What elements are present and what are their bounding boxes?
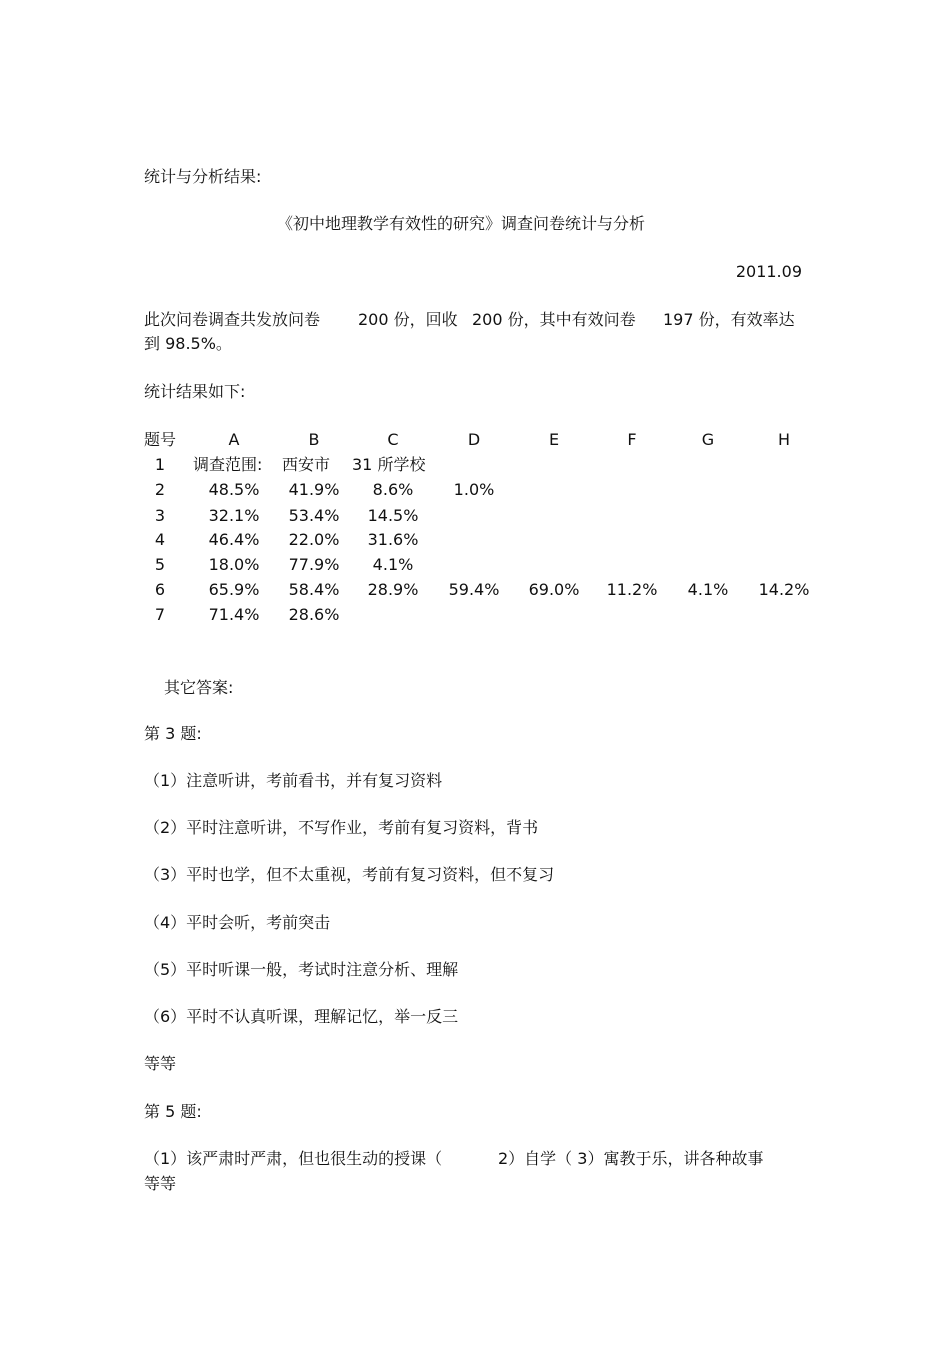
table-header-cell: D: [467, 430, 481, 449]
table-cell: 22.0%: [288, 530, 340, 549]
table-cell: 7: [154, 605, 166, 624]
table-cell: 西安市: [282, 455, 331, 474]
table-cell: 18.0%: [208, 555, 260, 574]
table-cell: 1: [154, 455, 166, 474]
question-5-label: 第 5 题:: [144, 1102, 202, 1121]
etc-text: 等等: [144, 1174, 177, 1193]
etc-text: 等等: [144, 1054, 177, 1073]
table-cell: 46.4%: [208, 530, 260, 549]
answer-item: （2）平时注意听讲，不写作业，考前有复习资料，背书: [144, 818, 539, 837]
answer-item: （5）平时听课一般，考试时注意分析、理解: [144, 960, 459, 979]
answer-item: （3）平时也学，但不太重视，考前有复习资料，但不复习: [144, 865, 555, 884]
table-cell: 4.1%: [372, 555, 414, 574]
table-cell: 53.4%: [288, 506, 340, 525]
table-cell: 31.6%: [367, 530, 419, 549]
table-cell: 77.9%: [288, 555, 340, 574]
table-cell: 28.6%: [288, 605, 340, 624]
intro-part: 200 份，其中有效问卷: [472, 310, 636, 329]
table-header-cell: B: [308, 430, 320, 449]
table-cell: 11.2%: [606, 580, 658, 599]
table-header-cell: 题号: [144, 430, 177, 449]
table-header-cell: C: [387, 430, 399, 449]
intro-line-2: 到 98.5%。: [144, 334, 232, 353]
table-header-cell: E: [548, 430, 560, 449]
table-cell: 48.5%: [208, 480, 260, 499]
table-cell: 8.6%: [372, 480, 414, 499]
table-header-cell: H: [777, 430, 791, 449]
intro-part: 197 份，有效率达: [663, 310, 795, 329]
table-cell: 65.9%: [208, 580, 260, 599]
intro-part: 此次问卷调查共发放问卷: [144, 310, 321, 329]
table-cell: 6: [154, 580, 166, 599]
table-header-cell: G: [701, 430, 715, 449]
answer-item: （4）平时会听，考前突击: [144, 913, 331, 932]
results-label: 统计结果如下:: [144, 382, 246, 401]
table-cell: 5: [154, 555, 166, 574]
table-cell: 调查范围:: [193, 455, 263, 474]
table-header-cell: A: [228, 430, 240, 449]
table-cell: 59.4%: [448, 580, 500, 599]
intro-part: 200 份，回收: [358, 310, 458, 329]
answer-item: （6）平时不认真听课，理解记忆，举一反三: [144, 1007, 459, 1026]
table-cell: 71.4%: [208, 605, 260, 624]
table-header-cell: F: [627, 430, 637, 449]
answer-item: （1）该严肃时严肃，但也很生动的授课（: [144, 1149, 443, 1168]
answer-item: （1）注意听讲，考前看书，并有复习资料: [144, 771, 443, 790]
table-cell: 1.0%: [453, 480, 495, 499]
document-title: 《初中地理教学有效性的研究》调查问卷统计与分析: [276, 214, 646, 233]
table-cell: 28.9%: [367, 580, 419, 599]
question-3-label: 第 3 题:: [144, 724, 202, 743]
table-cell: 58.4%: [288, 580, 340, 599]
document-date: 2011.09: [735, 262, 802, 281]
table-cell: 3: [154, 506, 166, 525]
section-heading: 统计与分析结果:: [144, 167, 262, 186]
other-answers-label: 其它答案:: [164, 678, 234, 697]
table-cell: 32.1%: [208, 506, 260, 525]
table-cell: 4.1%: [687, 580, 729, 599]
table-cell: 41.9%: [288, 480, 340, 499]
table-cell: 2: [154, 480, 166, 499]
table-cell: 14.2%: [758, 580, 810, 599]
table-cell: 69.0%: [528, 580, 580, 599]
table-cell: 4: [154, 530, 166, 549]
table-cell: 31 所学校: [352, 455, 426, 474]
answer-item: 2）自学（ 3）寓教于乐，讲各种故事: [498, 1149, 764, 1168]
table-cell: 14.5%: [367, 506, 419, 525]
